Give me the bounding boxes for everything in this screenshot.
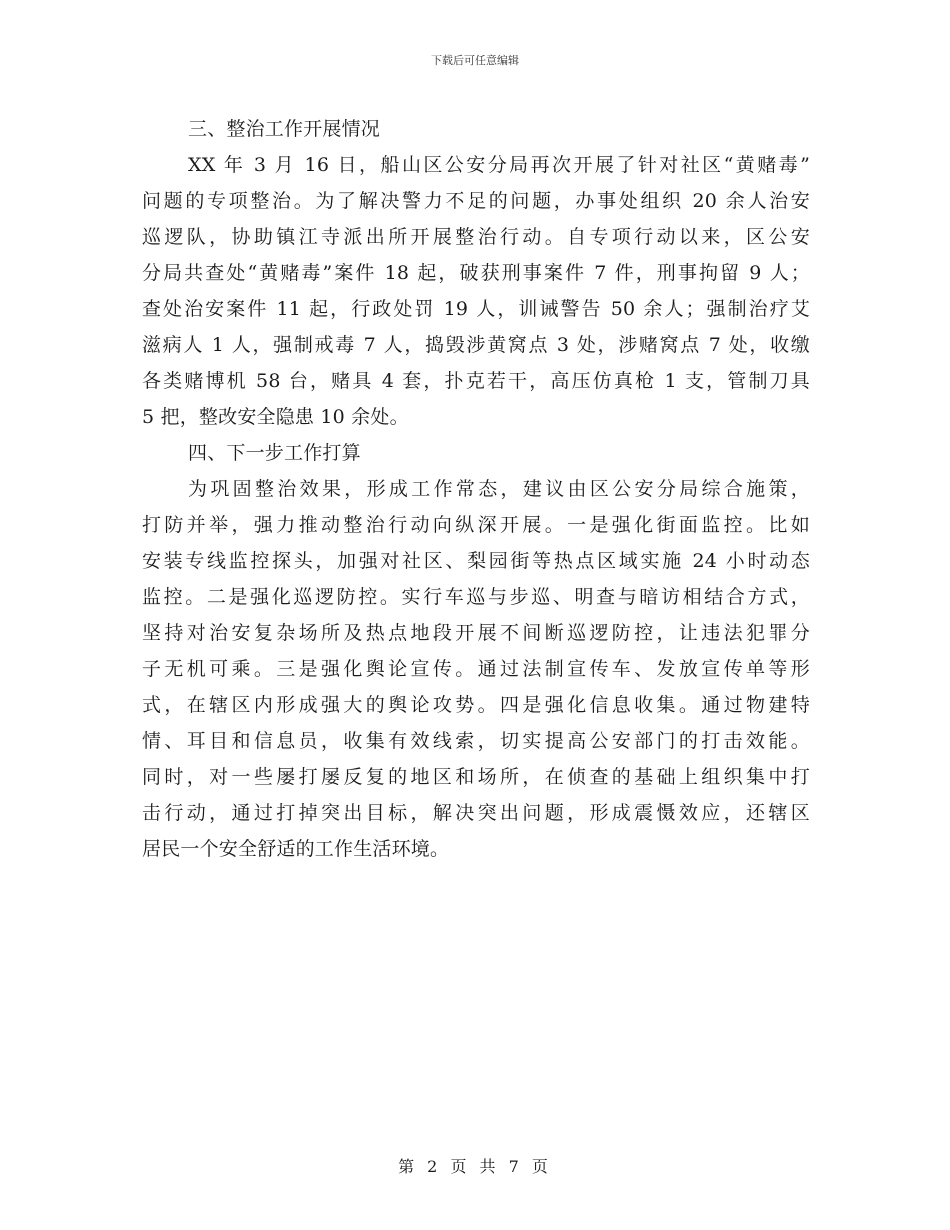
paragraph-line: 巡逻队，协助镇江寺派出所开展整治行动。自专项行动以来，区公安 <box>142 226 810 248</box>
paragraph-line: 问题的专项整治。为了解决警力不足的问题，办事处组织 20 余人治安 <box>142 190 810 212</box>
paragraph-line: 打防并举，强力推动整治行动向纵深开展。一是强化街面监控。比如 <box>142 514 810 536</box>
paragraph-line: 居民一个安全舒适的工作生活环境。 <box>142 838 450 860</box>
paragraph-line: 为巩固整治效果，形成工作常态，建议由区公安分局综合施策， <box>188 478 810 500</box>
section-heading: 四、下一步工作打算 <box>188 442 361 464</box>
page-number: 第 2 页 共 7 页 <box>398 1157 552 1176</box>
paragraph-line: 坚持对治安复杂场所及热点地段开展不间断巡逻防控，让违法犯罪分 <box>142 622 810 644</box>
paragraph-line: 5 把，整改安全隐患 10 余处。 <box>142 406 409 428</box>
paragraph-line: 击行动，通过打掉突出目标，解决突出问题，形成震慑效应，还辖区 <box>142 802 810 824</box>
page-header: 下载后可任意编辑 <box>431 54 519 67</box>
document-body <box>142 111 810 867</box>
paragraph-line: 查处治安案件 11 起，行政处罚 19 人，训诫警告 50 余人；强制治疗艾 <box>142 298 810 320</box>
paragraph-line: XX 年 3 月 16 日，船山区公安分局再次开展了针对社区“黄赌毒” <box>188 154 810 176</box>
paragraph-line: 各类赌博机 58 台，赌具 4 套，扑克若干，高压仿真枪 1 支，管制刀具 <box>142 370 810 392</box>
paragraph-line: 情、耳目和信息员，收集有效线索，切实提高公安部门的打击效能。 <box>142 730 810 752</box>
paragraph-line: 分局共查处“黄赌毒”案件 18 起，破获刑事案件 7 件，刑事拘留 9 人； <box>142 262 810 284</box>
paragraph-line: 监控。二是强化巡逻防控。实行车巡与步巡、明查与暗访相结合方式， <box>142 586 810 608</box>
paragraph-line: 同时，对一些屡打屡反复的地区和场所，在侦查的基础上组织集中打 <box>142 766 810 788</box>
paragraph-line: 子无机可乘。三是强化舆论宣传。通过法制宣传车、发放宣传单等形 <box>142 658 810 680</box>
paragraph-line: 滋病人 1 人，强制戒毒 7 人，捣毁涉黄窝点 3 处，涉赌窝点 7 处，收缴 <box>142 334 810 356</box>
section-heading: 三、整治工作开展情况 <box>188 118 381 140</box>
paragraph-line: 安装专线监控探头，加强对社区、梨园街等热点区域实施 24 小时动态 <box>142 550 810 572</box>
paragraph-line: 式，在辖区内形成强大的舆论攻势。四是强化信息收集。通过物建特 <box>142 694 810 716</box>
